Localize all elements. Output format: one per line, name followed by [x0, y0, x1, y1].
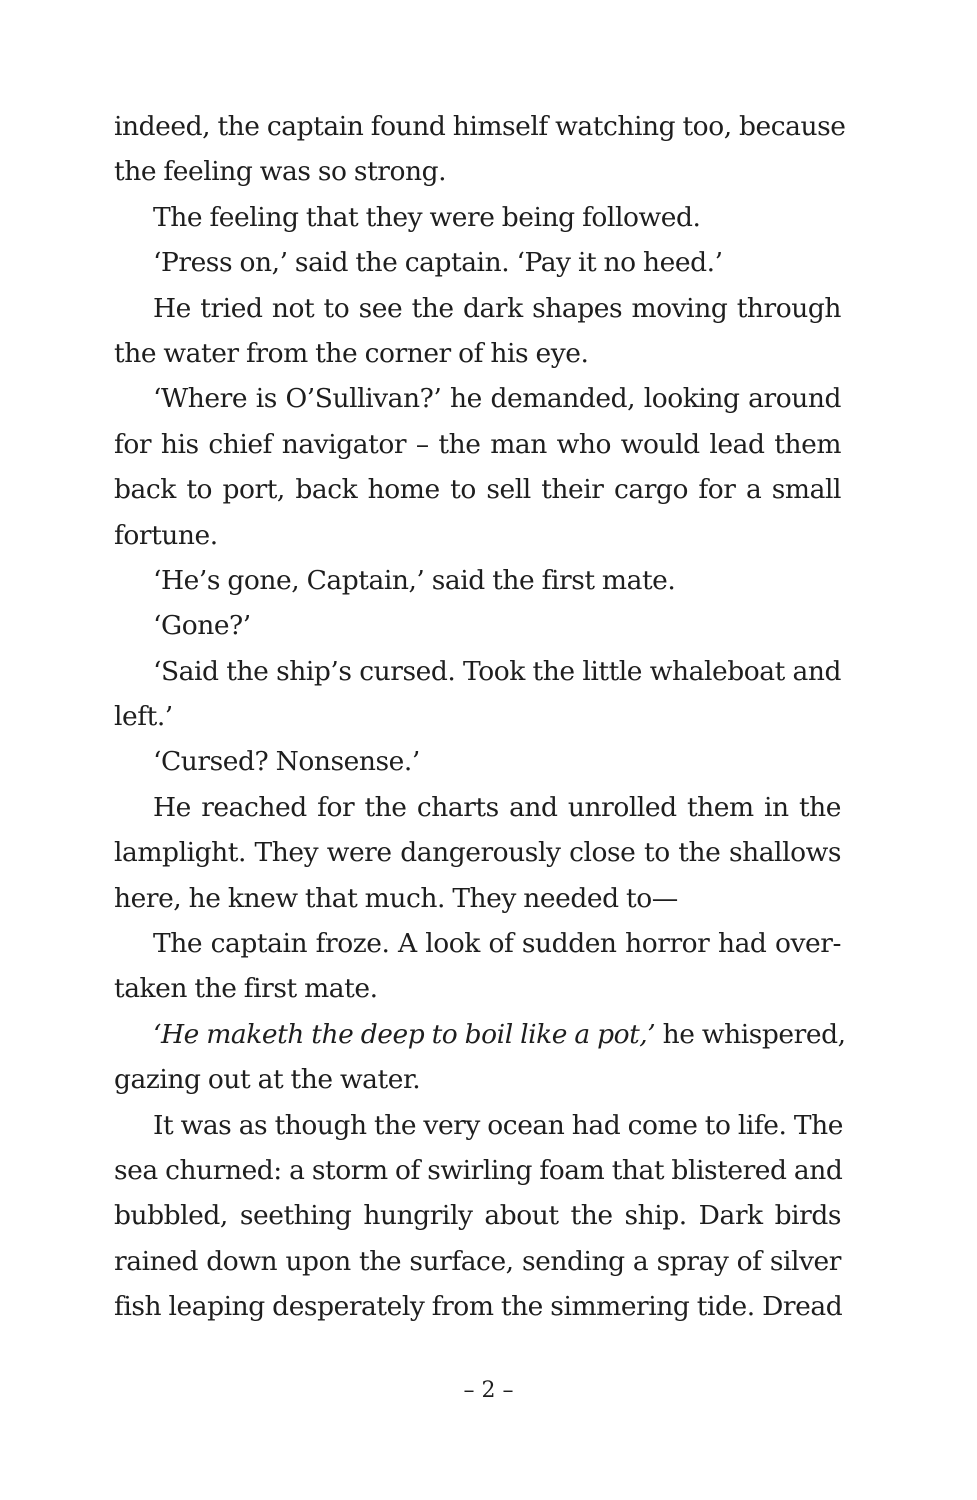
text-line: taken the first mate. — [114, 973, 378, 1005]
text-line: ‘Gone?’ — [153, 610, 251, 642]
text-line: ‘Where is O’Sullivan?’ he demanded, looking around — [153, 383, 841, 415]
page-number: – 2 – — [463, 1378, 514, 1403]
text-line: fish leaping desperately from the simmering tide. Dread — [114, 1291, 843, 1323]
text-line: rained down upon the surface, sending a spray of silver — [114, 1245, 841, 1277]
text-line: lamplight. They were dangerously close to the shallows — [114, 837, 841, 869]
text-line: It was as though the very ocean had come to life. The — [153, 1109, 843, 1141]
text-line: The feeling that they were being followed. — [153, 201, 701, 233]
text-line: ‘Said the ship’s cursed. Took the little whaleboat and — [153, 655, 841, 687]
text-line: here, he knew that much. They needed to— — [114, 882, 678, 914]
text-line: back to port, back home to sell their cargo for a small — [114, 474, 841, 506]
text-line: the water from the corner of his eye. — [114, 337, 589, 369]
italic-quote: ‘He maketh the deep to boil like a pot,’ — [153, 1018, 656, 1050]
text-line: the feeling was so strong. — [114, 156, 447, 188]
quote-tail: he whispered, — [662, 1018, 846, 1050]
text-line: The captain froze. A look of sudden horror had over- — [153, 928, 841, 960]
text-line: fortune. — [114, 519, 218, 551]
text-line: He tried not to see the dark shapes moving through — [153, 292, 841, 324]
text-line: ‘Cursed? Nonsense.’ — [153, 746, 420, 778]
text-line: gazing out at the water. — [114, 1064, 421, 1096]
text-line: ‘He’s gone, Captain,’ said the first mate. — [153, 564, 676, 596]
text-line-quote — [114, 1012, 846, 1057]
text-line: for his chief navigator – the man who would lead them — [114, 428, 841, 460]
text-line: sea churned: a storm of swirling foam that blistered and — [114, 1154, 843, 1186]
text-line: left.’ — [114, 701, 173, 733]
text-line: ‘Press on,’ said the captain. ‘Pay it no heed.’ — [153, 247, 723, 279]
text-line: He reached for the charts and unrolled them in the — [153, 791, 841, 823]
text-line: indeed, the captain found himself watching too, because — [114, 111, 846, 142]
text-line: bubbled, seething hungrily about the ship. Dark birds — [114, 1200, 841, 1232]
body-text — [114, 104, 846, 1330]
